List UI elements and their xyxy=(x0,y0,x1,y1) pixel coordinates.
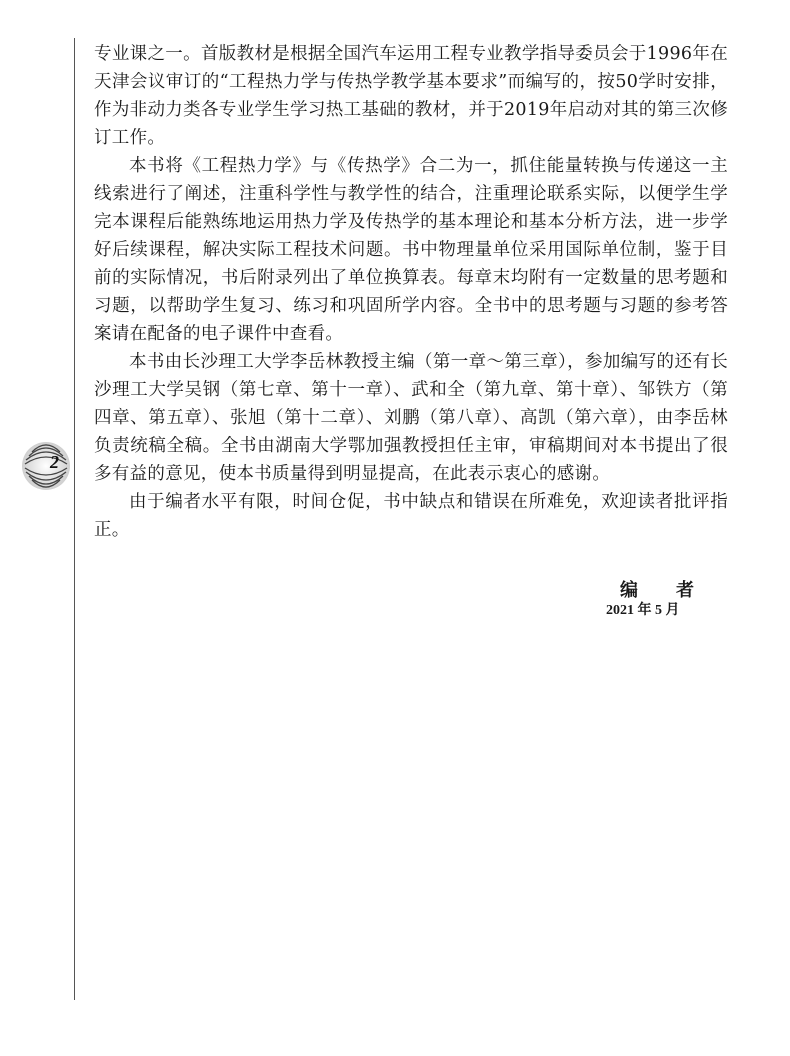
body-text xyxy=(94,40,728,544)
signature-name: 编 者 xyxy=(620,580,704,601)
page-number: 2 xyxy=(50,452,59,472)
margin-rule xyxy=(74,38,75,1000)
paragraph-1: 专业课之一。首版教材是根据全国汽车运用工程专业教学指导委员会于1996年在天津会议审订的“工程热力学与传热学教学基本要求”而编写的，按50学时安排，作为非动力类各专业学生学习热工基础的教材，并于2019年启动对其的第三次修订工作。 xyxy=(94,44,728,148)
page-badge-icon xyxy=(20,440,72,492)
paragraph-4: 由于编者水平有限，时间仓促，书中缺点和错误在所难免，欢迎读者批评指正。 xyxy=(94,492,728,540)
paragraph-3: 本书由长沙理工大学李岳林教授主编（第一章～第三章），参加编写的还有长沙理工大学吴钢（第七章、第十一章）、武和全（第九章、第十章）、邹铁方（第四章、第五章）、张旭（第十二章）、刘鹏（第八章）、高凯（第六章），由李岳林负责统稿全稿。全书由湖南大学鄂加强教授担任主审，审稿期间对本书提出了很多有益的意见，使本书质量得到明显提高，在此表示衷心的感谢。 xyxy=(94,352,728,484)
signature-date: 2021 年 5 月 xyxy=(606,603,680,618)
paragraph-2: 本书将《工程热力学》与《传热学》合二为一，抓住能量转换与传递这一主线索进行了阐述，注重科学性与教学性的结合，注重理论联系实际，以便学生学完本课程后能熟练地运用热力学及传热学的基本理论和基本分析方法，进一步学好后续课程，解决实际工程技术问题。书中物理量单位采用国际单位制，鉴于目前的实际情况，书后附录列出了单位换算表。每章末均附有一定数量的思考题和习题，以帮助学生复习、练习和巩固所学内容。全书中的思考题与习题的参考答案请在配备的电子课件中查看。 xyxy=(94,156,728,344)
